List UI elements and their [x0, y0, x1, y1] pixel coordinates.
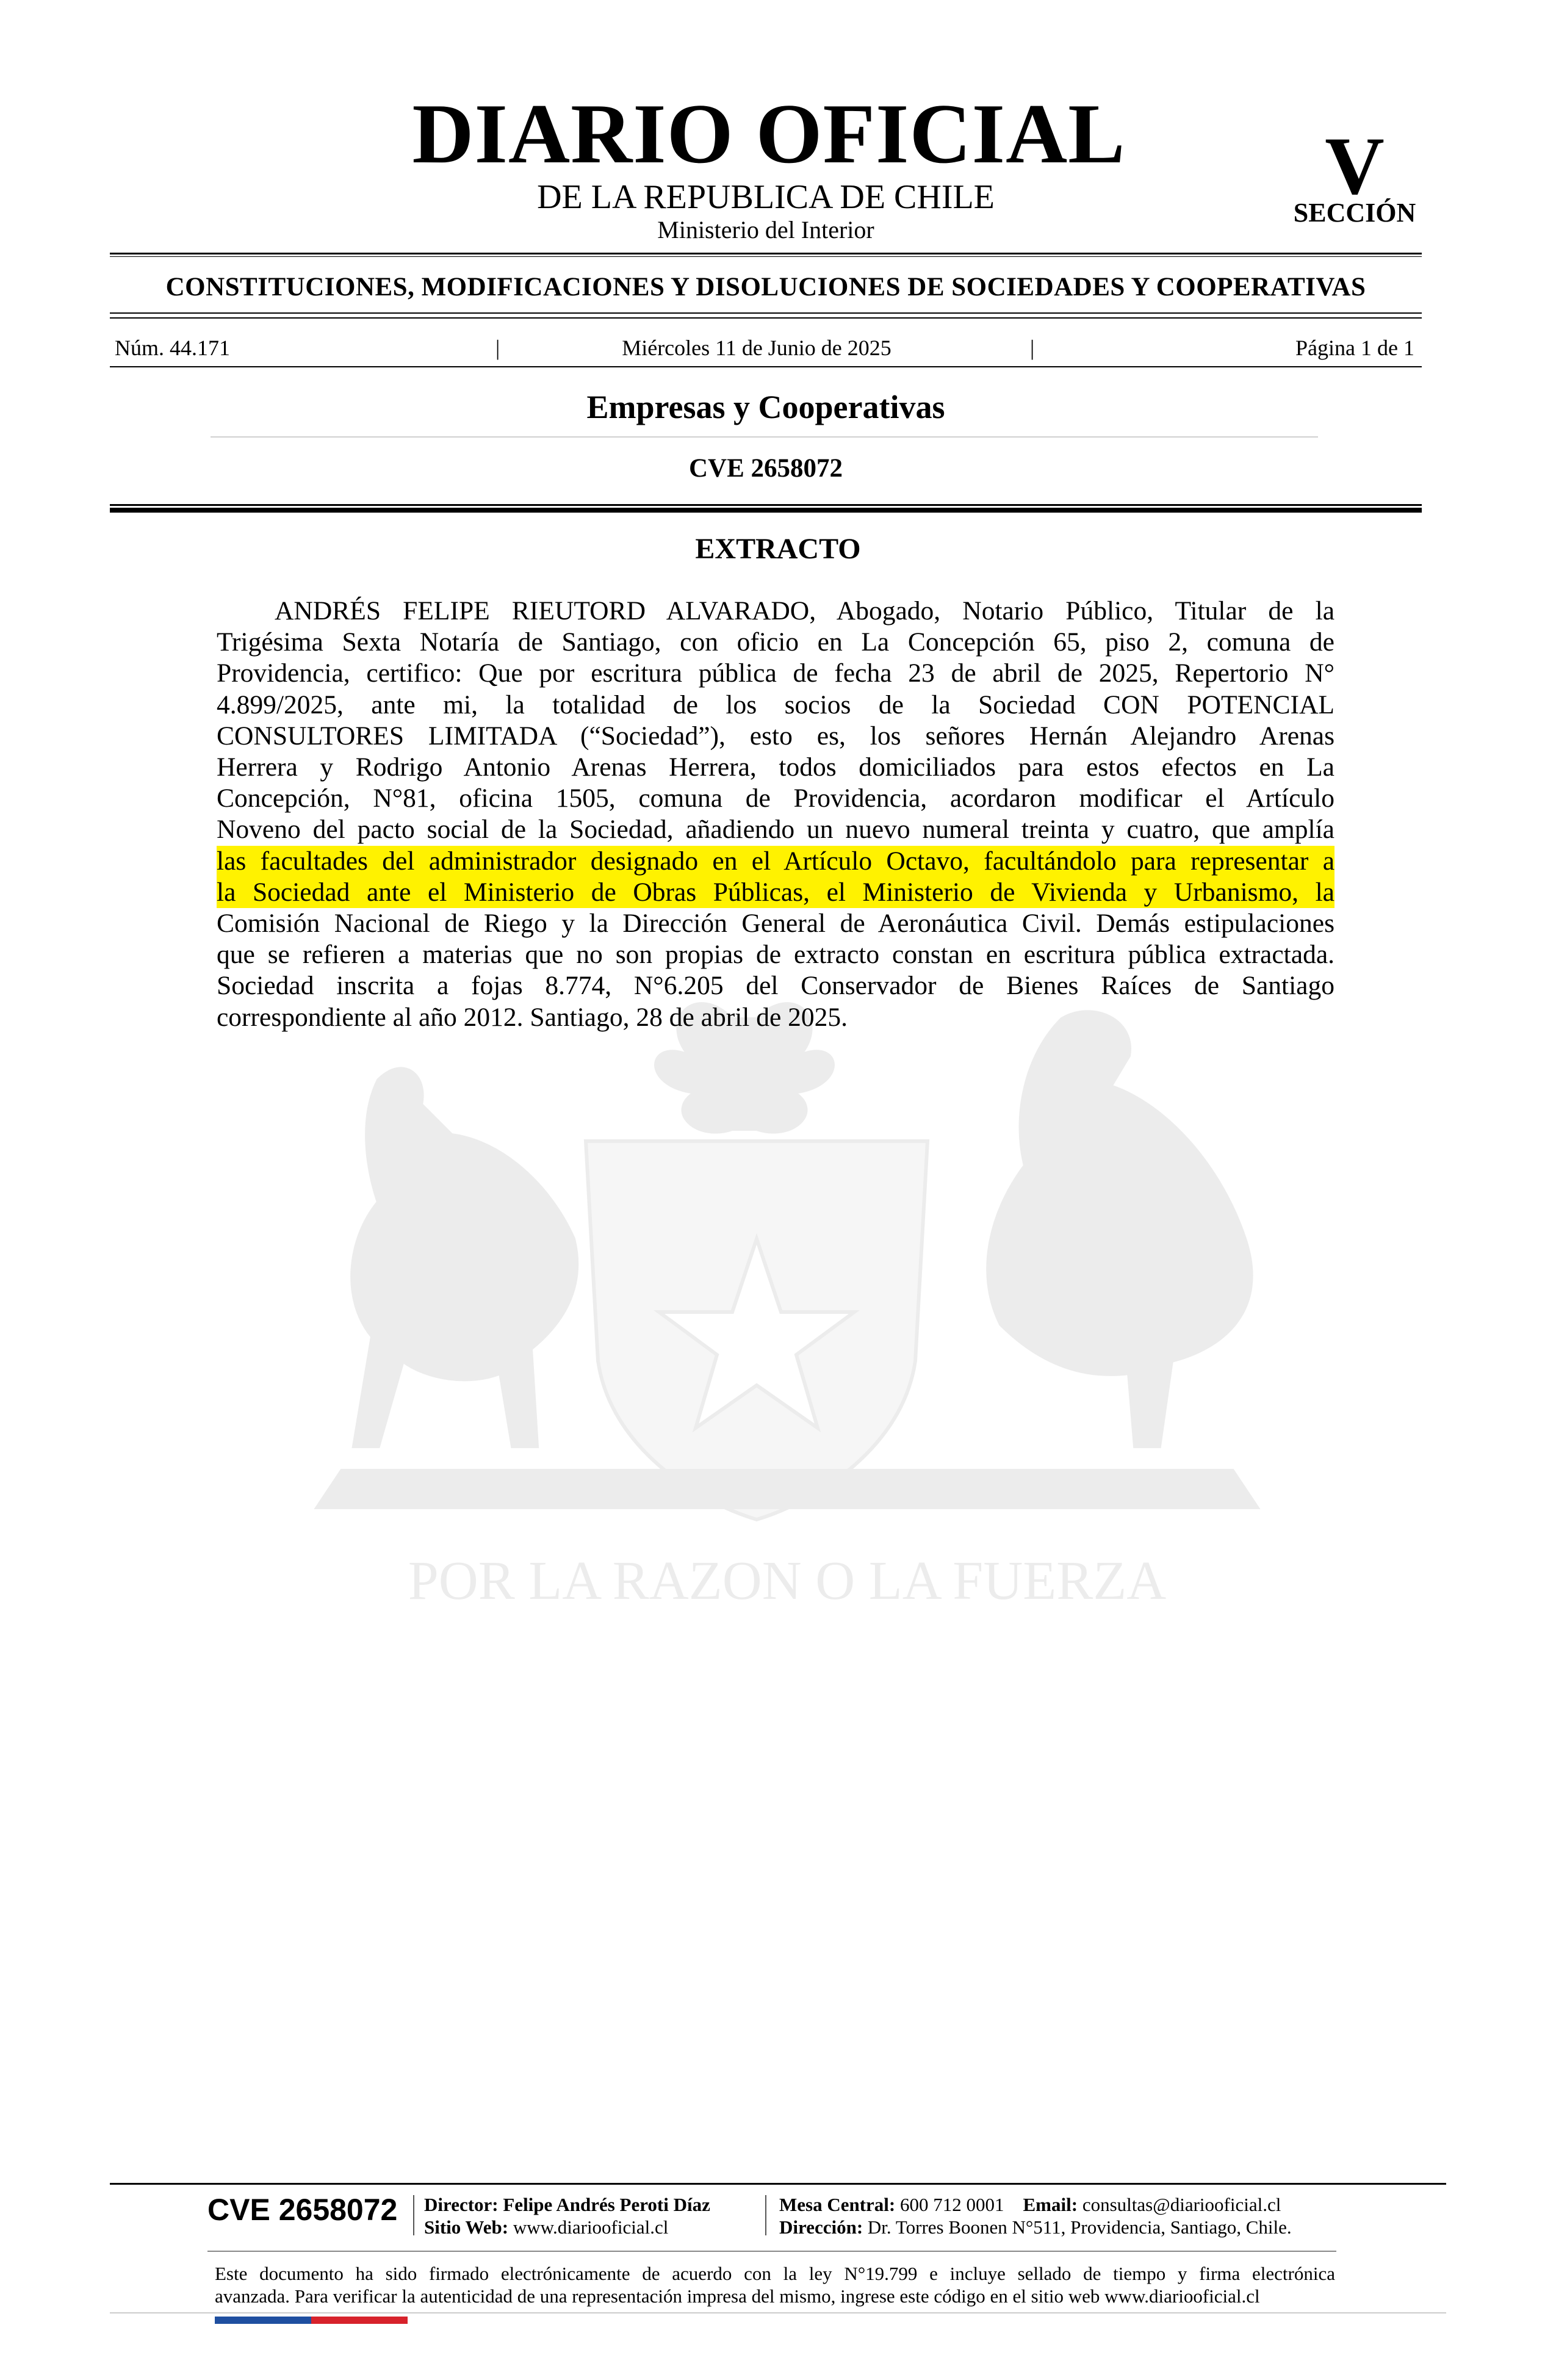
footer-separator — [765, 2195, 766, 2235]
section-band-title: Empresas y Cooperativas — [586, 389, 945, 425]
issue-number: Núm. 44.171 — [115, 336, 230, 360]
masthead-rule — [110, 253, 1422, 254]
infobar-rule — [110, 366, 1422, 367]
header-rule-thin — [110, 504, 1422, 506]
body-line: correspondiente al año 2012. Santiago, 28 de abril de 2025. — [217, 1002, 848, 1032]
phone-label: Mesa Central: — [779, 2194, 896, 2215]
section-letter: V — [1325, 121, 1385, 212]
category-rule-top — [110, 312, 1422, 314]
body-line: CONSULTORES LIMITADA (“Sociedad”), esto es, los señores Hernán Alejandro Arenas — [217, 721, 1334, 751]
body-line: Noveno del pacto social de la Sociedad, añadiendo un nuevo numeral treinta y cuatro, que amplía — [217, 815, 1334, 845]
flag-stripe — [215, 2317, 408, 2324]
cve-code: CVE 2658072 — [688, 454, 843, 483]
extract-body — [217, 596, 1334, 1033]
director-name: Felipe Andrés Peroti Díaz — [503, 2194, 710, 2215]
newspaper-title: DIARIO OFICIAL — [412, 87, 1126, 181]
body-line: Providencia, certifico: Que por escritura pública de fecha 23 de abril de 2025, Repertorio N° — [217, 658, 1334, 688]
masthead-rule-thin — [110, 256, 1422, 257]
footer-director-block — [424, 2193, 710, 2238]
category-rule-bottom — [110, 317, 1422, 319]
email-label: Email: — [1023, 2194, 1078, 2215]
address-label: Dirección: — [779, 2216, 863, 2238]
body-line: que se refieren a materias que no son propias de extracto constan en escritura pública extractada. — [217, 940, 1334, 970]
highlighted-line: las facultades del administrador designado en el Artículo Octavo, facultándolo para representar a — [217, 846, 1334, 877]
band-divider — [211, 436, 1318, 438]
website-label: Sitio Web: — [424, 2216, 509, 2238]
ministry-label: Ministerio del Interior — [657, 216, 874, 243]
info-separator: | — [495, 336, 500, 360]
info-separator: | — [1030, 336, 1035, 360]
header-rule-thick — [110, 508, 1422, 513]
page-indicator: Página 1 de 1 — [1295, 336, 1414, 360]
section-label: SECCIÓN — [1293, 198, 1416, 228]
website-link[interactable]: www.diariooficial.cl — [513, 2216, 669, 2238]
director-label: Director: — [424, 2194, 499, 2215]
footer-rule — [110, 2183, 1446, 2185]
footer-divider — [207, 2251, 1336, 2252]
legal-line: Este documento ha sido firmado electrónicamente de acuerdo con la ley N°19.799 e incluye sellado de tiempo y firma electrónica — [215, 2263, 1335, 2284]
body-line: Herrera y Rodrigo Antonio Arenas Herrera, todos domiciliados para estos efectos en La — [217, 752, 1334, 782]
body-line: Concepción, N°81, oficina 1505, comuna de Providencia, acordaron modificar el Artículo — [217, 784, 1334, 813]
coat-of-arms-watermark — [268, 983, 1306, 1684]
motto-text: POR LA RAZON O LA FUERZA — [408, 1551, 1167, 1611]
highlighted-line: la Sociedad ante el Ministerio de Obras Públicas, el Ministerio de Vivienda y Urbanismo, la — [217, 877, 1334, 908]
phone-number: 600 712 0001 — [900, 2194, 1004, 2215]
footer-contact-block — [779, 2193, 1292, 2238]
newspaper-subtitle: DE LA REPUBLICA DE CHILE — [537, 178, 995, 216]
email-link[interactable]: consultas@diariooficial.cl — [1082, 2194, 1281, 2215]
body-line: 4.899/2025, ante mi, la totalidad de los socios de la Sociedad CON POTENCIAL — [217, 690, 1334, 719]
address-value: Dr. Torres Boonen N°511, Providencia, Santiago, Chile. — [867, 2216, 1292, 2238]
flag-blue-stripe — [215, 2317, 311, 2324]
footer-separator — [413, 2195, 414, 2235]
document-heading: EXTRACTO — [695, 533, 861, 565]
footer-cve-code: CVE 2658072 — [207, 2193, 398, 2227]
legal-line: avanzada. Para verificar la autenticidad de una representación impresa del mismo, ingrese este código en el sitio web www.diariooficial.cl — [215, 2285, 1260, 2307]
category-heading: CONSTITUCIONES, MODIFICACIONES Y DISOLUCIONES DE SOCIEDADES Y COOPERATIVAS — [165, 273, 1366, 301]
issue-info-bar — [110, 333, 1422, 363]
issue-date: Miércoles 11 de Junio de 2025 — [622, 336, 891, 360]
body-line: Trigésima Sexta Notaría de Santiago, con oficio en La Concepción 65, piso 2, comuna de — [217, 627, 1334, 657]
body-line: Sociedad inscrita a fojas 8.774, N°6.205 del Conservador de Bienes Raíces de Santiago — [217, 971, 1334, 1001]
footer-bottom-rule — [110, 2312, 1446, 2313]
body-line: ANDRÉS FELIPE RIEUTORD ALVARADO, Abogado, Notario Público, Titular de la — [275, 596, 1334, 626]
body-line: Comisión Nacional de Riego y la Dirección General de Aeronáutica Civil. Demás estipulaciones — [217, 909, 1334, 939]
flag-red-stripe — [311, 2317, 408, 2324]
legal-notice — [215, 2262, 1335, 2307]
